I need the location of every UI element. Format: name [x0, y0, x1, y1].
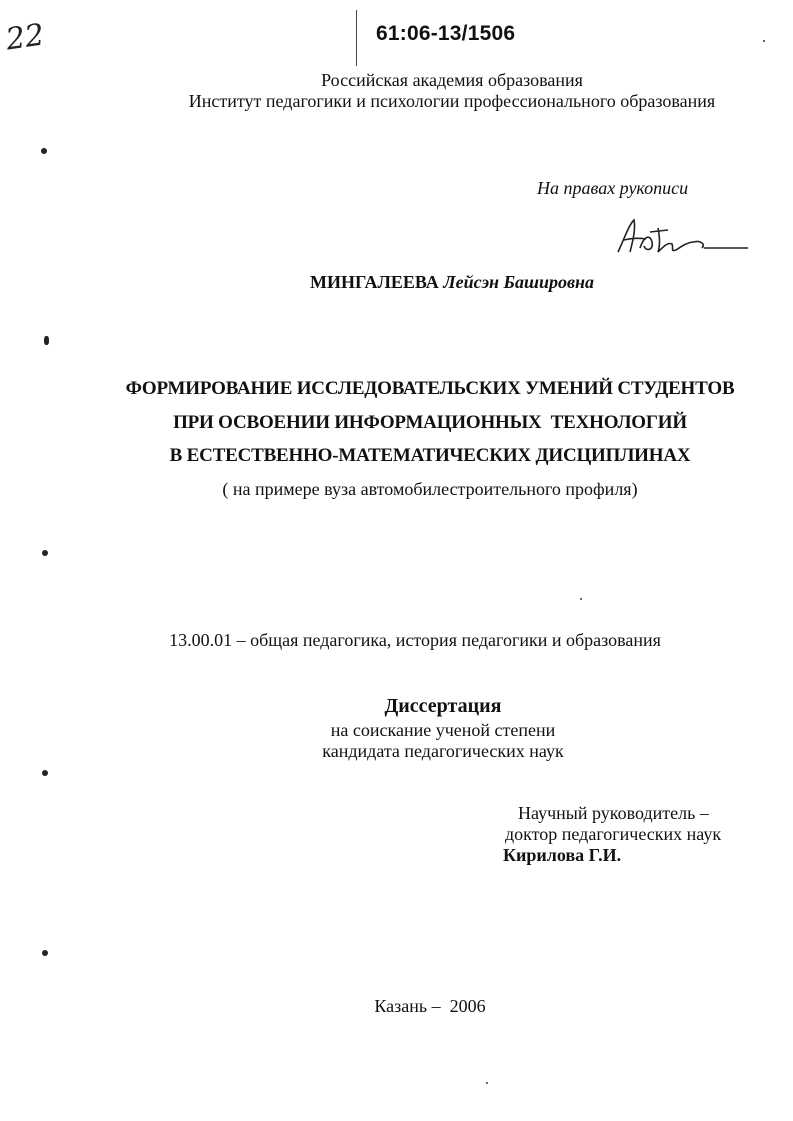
- scan-speck: [486, 1082, 488, 1084]
- binding-hole-mark: [41, 148, 47, 154]
- city-year: Казань – 2006: [374, 996, 486, 1016]
- rights-note: На правах рукописи: [537, 178, 689, 198]
- dissertation-line-1: на соискание ученой степени: [330, 720, 556, 740]
- handwritten-page-number: 22: [3, 17, 47, 58]
- signature-image: [610, 212, 750, 260]
- organization-line-2: Институт педагогики и психологии профессионального образования: [188, 91, 716, 111]
- binding-hole-mark: [42, 950, 48, 956]
- title-line-1: ФОРМИРОВАНИЕ ИССЛЕДОВАТЕЛЬСКИХ УМЕНИЙ СТУДЕНТОВ: [125, 378, 735, 399]
- scan-speck: [580, 598, 582, 600]
- binding-hole-mark: [42, 550, 48, 556]
- title-line-3: В ЕСТЕСТВЕННО-МАТЕМАТИЧЕСКИХ ДИСЦИПЛИНАХ: [169, 445, 691, 466]
- supervisor-degree: доктор педагогических наук: [505, 824, 722, 844]
- author-surname: МИНГАЛЕЕВА: [309, 272, 439, 292]
- title-line-2: ПРИ ОСВОЕНИИ ИНФОРМАЦИОННЫХ ТЕХНОЛОГИЙ: [173, 412, 687, 433]
- binding-hole-mark: [42, 770, 48, 776]
- author-given-names: Лейсэн Башировна: [443, 272, 595, 292]
- author-name: [0, 272, 793, 293]
- subtitle: ( на примере вуза автомобилестроительного профиля): [222, 479, 638, 499]
- specialty-code: 13.00.01 – общая педагогика, история педагогики и образования: [169, 630, 661, 650]
- supervisor-role: Научный руководитель –: [518, 803, 709, 823]
- catalog-number: 61:06-13/1506: [376, 22, 516, 45]
- dissertation-heading: Диссертация: [384, 695, 502, 717]
- vertical-rule: [356, 10, 357, 66]
- dissertation-line-2: кандидата педагогических наук: [322, 741, 564, 761]
- binding-hole-mark: [44, 336, 49, 345]
- scan-speck: [763, 40, 765, 42]
- supervisor-name: Кирилова Г.И.: [503, 845, 622, 865]
- organization-line-1: Российская академия образования: [321, 70, 583, 90]
